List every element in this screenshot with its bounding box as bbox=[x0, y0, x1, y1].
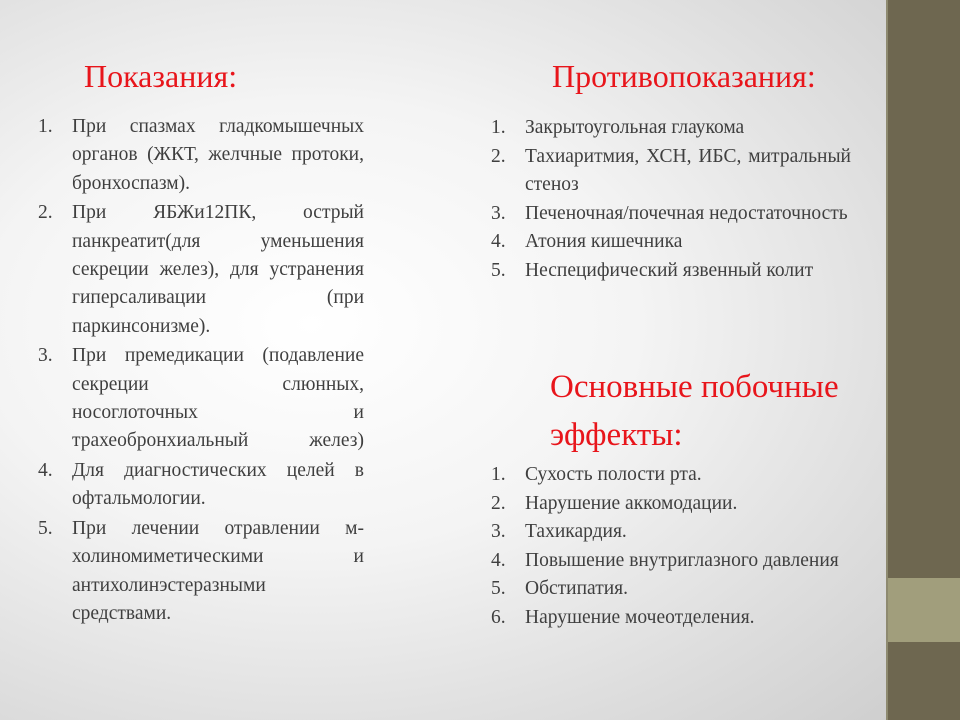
item-number: 4. bbox=[491, 231, 506, 253]
list-item bbox=[491, 547, 851, 576]
item-number: 2. bbox=[491, 145, 506, 167]
item-text: Нарушение мочеотделения. bbox=[525, 606, 755, 628]
list-item bbox=[38, 199, 364, 341]
item-number: 6. bbox=[491, 606, 506, 628]
list-item bbox=[491, 604, 851, 633]
item-text: Печеночная/почечная недостаточность bbox=[525, 202, 848, 224]
item-text: При лечении отравлении м-холиномиметическими и антихолинэстеразными средствами. bbox=[72, 517, 364, 624]
item-text: При ЯБЖи12ПК, острый панкреатит(для уменьшения секреции желез), для устранения гиперсаливации (при паркинсонизме). bbox=[72, 202, 364, 337]
side-effects-title: Основные побочные эффекты: bbox=[550, 369, 839, 453]
list-item bbox=[491, 143, 851, 200]
item-number: 5. bbox=[491, 578, 506, 600]
side-bar-top bbox=[888, 0, 960, 578]
list-item bbox=[491, 228, 851, 257]
contraindications-title: Противопоказания: bbox=[552, 58, 816, 94]
item-number: 3. bbox=[491, 521, 506, 543]
item-text: Тахиаритмия, ХСН, ИБС, митральный стеноз bbox=[525, 145, 851, 196]
item-text: При премедикации (подавление секреции слюнных, носоглоточных и трахеобронхиальный желез) bbox=[72, 345, 364, 452]
item-number: 5. bbox=[38, 517, 53, 539]
indications-list bbox=[38, 113, 364, 629]
item-text: Нарушение аккомодации. bbox=[525, 492, 738, 514]
item-text: При спазмах гладкомышечных органов (ЖКТ, желчные протоки, бронхоспазм). bbox=[72, 116, 364, 194]
contraindications-list bbox=[491, 114, 851, 286]
item-text: Сухость полости рта. bbox=[525, 464, 702, 485]
indications-title: Показания: bbox=[84, 58, 238, 94]
list-item bbox=[491, 461, 851, 490]
list-item bbox=[38, 342, 364, 456]
side-bar-bottom bbox=[888, 642, 960, 720]
list-item bbox=[491, 575, 851, 604]
item-text: Атония кишечника bbox=[525, 231, 683, 253]
item-number: 1. bbox=[38, 116, 53, 137]
item-number: 1. bbox=[491, 464, 506, 485]
list-item bbox=[491, 518, 851, 547]
item-text: Повышение внутриглазного давления bbox=[525, 549, 839, 571]
list-item bbox=[491, 200, 851, 229]
item-text: Закрытоугольная глаукома bbox=[525, 117, 745, 138]
side-effects-list bbox=[491, 461, 851, 633]
item-text: Тахикардия. bbox=[525, 521, 627, 543]
item-text: Обстипатия. bbox=[525, 578, 629, 600]
item-number: 2. bbox=[491, 492, 506, 514]
list-item bbox=[491, 114, 851, 143]
item-number: 3. bbox=[491, 202, 506, 224]
list-item bbox=[38, 515, 364, 629]
list-item bbox=[491, 257, 851, 286]
item-text: Неспецифический язвенный колит bbox=[525, 259, 814, 281]
item-number: 5. bbox=[491, 259, 506, 281]
list-item bbox=[38, 457, 364, 514]
list-item bbox=[491, 490, 851, 519]
list-item bbox=[38, 113, 364, 198]
side-bar-accent bbox=[888, 578, 960, 642]
item-number: 2. bbox=[38, 202, 53, 224]
item-number: 4. bbox=[38, 459, 53, 481]
item-number: 3. bbox=[38, 345, 53, 367]
item-number: 1. bbox=[491, 117, 506, 138]
item-text: Для диагностических целей в офтальмологии. bbox=[72, 459, 364, 510]
item-number: 4. bbox=[491, 549, 506, 571]
